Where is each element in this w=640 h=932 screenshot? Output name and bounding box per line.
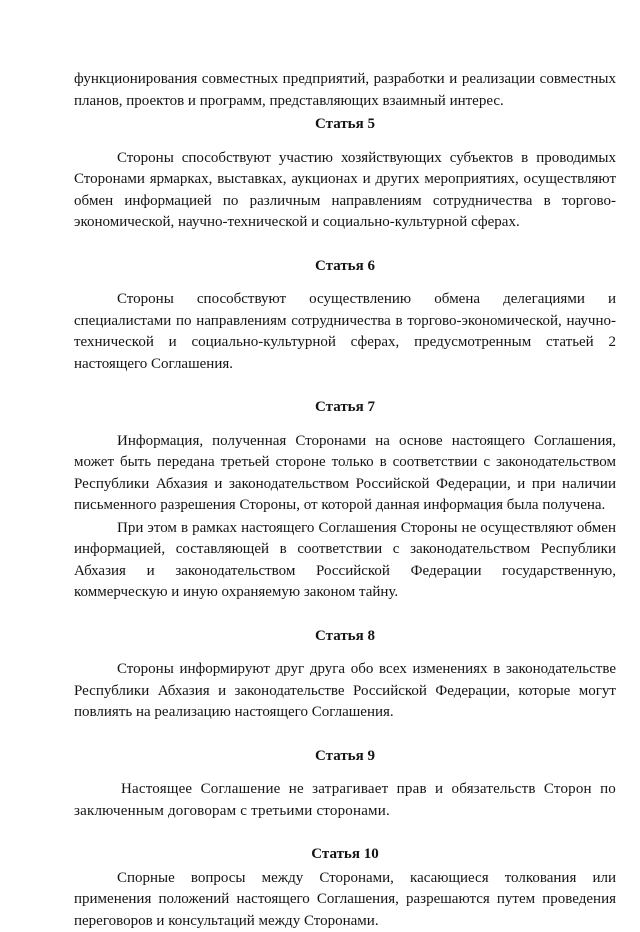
article-8-paragraph: Стороны информируют друг друга обо всех изменениях в законодательстве Республики Абхазия и законодательстве Российской Федерации, которые могут повлиять на реализацию настоящего Соглашения. [74, 659, 616, 724]
article-7-paragraph-2: При этом в рамках настоящего Соглашения Стороны не осуществляют обмен информацией, составляющей в соответствии с законодательством Республики Абхазия и законодательством Российской Федерации государственную, коммерческую и иную охраняемую законом тайну. [74, 518, 616, 604]
article-10-paragraph: Спорные вопросы между Сторонами, касающиеся толкования или применения положений настоящего Соглашения, разрешаются путем проведения переговоров и консультаций между Сторонами. [74, 868, 616, 932]
article-10-title: Статья 10 [74, 844, 616, 866]
article-7-title: Статья 7 [74, 397, 616, 419]
article-6-paragraph: Стороны способствуют осуществлению обмена делегациями и специалистами по направлениям сотрудничества в торгово-экономической, научно-технической и социально-культурной сферах, предусмотренным статьей 2 настоящего Соглашения. [74, 289, 616, 375]
document-page [74, 69, 616, 932]
article-8-title: Статья 8 [74, 626, 616, 648]
continuation-paragraph: функционирования совместных предприятий, разработки и реализации совместных планов, проектов и программ, представляющих взаимный интерес. [74, 69, 616, 112]
article-9-title: Статья 9 [74, 746, 616, 768]
article-7-paragraph-1: Информация, полученная Сторонами на основе настоящего Соглашения, может быть передана третьей стороне только в соответствии с законодательством Республики Абхазия и законодательством Российской Федерации, и при наличии письменного разрешения Стороны, от которой данная информация была получена. [74, 431, 616, 517]
article-5-title: Статья 5 [74, 114, 616, 136]
article-9-paragraph: Настоящее Соглашение не затрагивает прав и обязательств Сторон по заключенным договорам с третьими сторонами. [74, 779, 616, 822]
article-5-paragraph: Стороны способствуют участию хозяйствующих субъектов в проводимых Сторонами ярмарках, выставках, аукционах и других мероприятиях, осуществляют обмен информацией по различным направлениям сотрудничества в торгово-экономической, научно-технической и социально-культурной сферах. [74, 148, 616, 234]
article-6-title: Статья 6 [74, 256, 616, 278]
